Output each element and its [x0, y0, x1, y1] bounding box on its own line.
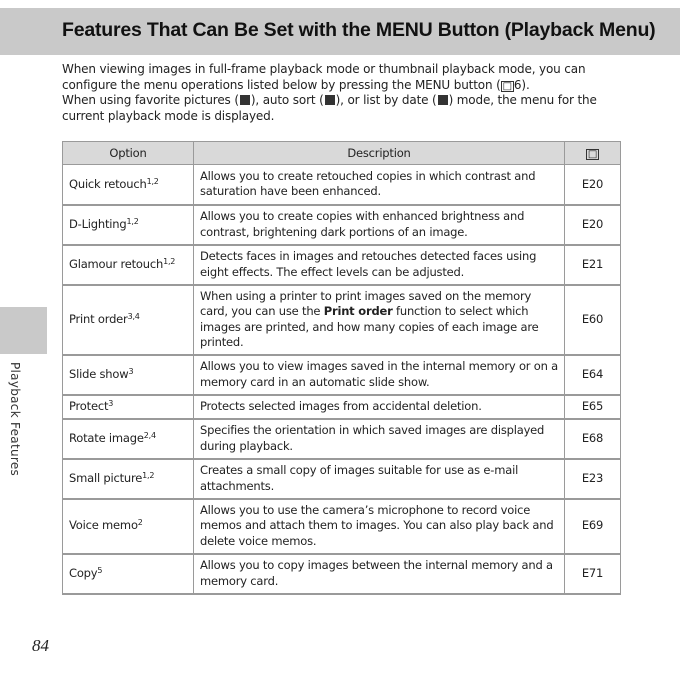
description-cell: Allows you to use the camera’s microphone to record voice memos and attach them to images. You can also play back and delete voice memos.	[194, 499, 565, 554]
intro-paragraph-1	[62, 62, 622, 93]
header-option: Option	[63, 142, 194, 165]
option-footnote: 1,2	[146, 176, 159, 186]
intro-line1-end: ).	[521, 77, 530, 92]
option-footnote: 1,2	[163, 256, 176, 266]
description-cell: Detects faces in images and retouches detected faces using eight effects. The effect levels can be adjusted.	[194, 245, 565, 285]
option-cell	[63, 355, 194, 395]
intro-line2b: ), auto sort (	[250, 93, 324, 107]
table-row	[63, 554, 621, 594]
table-row	[63, 499, 621, 554]
table-row	[63, 245, 621, 285]
option-footnote: 3,4	[127, 311, 140, 321]
option-footnote: 1,2	[126, 216, 139, 226]
intro-line2c: ), or list by date (	[335, 93, 437, 107]
table-row	[63, 165, 621, 205]
reference-cell: E69	[565, 499, 621, 554]
list-by-date-icon	[438, 95, 448, 105]
book-icon: □	[502, 80, 512, 92]
description-post: function to select which images are printed, and how many copies of each image are printed.	[200, 304, 539, 349]
option-label: Copy	[69, 565, 98, 580]
reference-cell: E65	[565, 395, 621, 419]
option-label: Rotate image	[69, 430, 144, 445]
description-cell	[194, 285, 565, 355]
option-cell	[63, 499, 194, 554]
option-footnote: 3	[128, 366, 134, 376]
header-description: Description	[194, 142, 565, 165]
reference-cell: E23	[565, 459, 621, 499]
description-bold: Print order	[323, 304, 393, 318]
option-label: Protect	[69, 398, 109, 413]
option-label: Small picture	[69, 470, 143, 485]
intro-text	[62, 62, 622, 124]
option-label: Print order	[69, 311, 128, 326]
description-cell: Allows you to view images saved in the internal memory or on a memory card in an automatic slide show.	[194, 355, 565, 395]
table-row	[63, 355, 621, 395]
option-footnote: 1,2	[142, 470, 155, 480]
section-tab	[0, 307, 47, 354]
option-cell	[63, 205, 194, 245]
reference-cell: E64	[565, 355, 621, 395]
table-row	[63, 459, 621, 499]
option-label: Slide show	[69, 366, 129, 381]
reference-cell: E60	[565, 285, 621, 355]
reference-cell: E21	[565, 245, 621, 285]
option-cell	[63, 165, 194, 205]
reference-cell: E20	[565, 205, 621, 245]
option-cell	[63, 245, 194, 285]
description-cell: Protects selected images from accidental deletion.	[194, 395, 565, 419]
description-pre: When using a printer to print images saved on the memory card, you can use the	[200, 288, 532, 318]
reference-cell: E20	[565, 165, 621, 205]
option-cell	[63, 419, 194, 459]
option-footnote: 3	[108, 398, 114, 408]
option-footnote: 2	[137, 518, 143, 528]
option-cell	[63, 285, 194, 355]
description-cell: Specifies the orientation in which saved images are displayed during playback.	[194, 419, 565, 459]
option-cell	[63, 395, 194, 419]
section-label: Playback Features	[8, 362, 22, 477]
intro-paragraph-2	[62, 93, 622, 124]
table-row	[63, 419, 621, 459]
page-title: Features That Can Be Set with the MENU Button (Playback Menu)	[62, 19, 656, 41]
table-header-row	[63, 142, 621, 165]
title-bar	[0, 8, 680, 55]
description-cell: Creates a small copy of images suitable for use as e-mail attachments.	[194, 459, 565, 499]
options-table	[62, 141, 621, 595]
option-label: Voice memo	[69, 518, 138, 533]
reference-cell: E68	[565, 419, 621, 459]
book-icon: □	[587, 149, 598, 160]
intro-line1-ref: 6	[513, 77, 522, 92]
option-footnote: 5	[97, 565, 103, 575]
header-ref	[565, 142, 621, 165]
option-label: Quick retouch	[69, 176, 147, 191]
description-cell: Allows you to create retouched copies in which contrast and saturation have been enhanced.	[194, 165, 565, 205]
auto-sort-icon	[325, 95, 335, 105]
page-number: 84	[32, 636, 49, 655]
table-row	[63, 205, 621, 245]
option-cell	[63, 554, 194, 594]
description-cell: Allows you to create copies with enhanced brightness and contrast, brightening dark portions of an image.	[194, 205, 565, 245]
intro-line2a: When using favorite pictures (	[62, 93, 239, 107]
reference-cell: E71	[565, 554, 621, 594]
favorite-pictures-icon	[240, 95, 250, 105]
option-cell	[63, 459, 194, 499]
intro-line2d: ) mode, the menu for the current playback mode is displayed.	[62, 93, 597, 123]
description-cell: Allows you to copy images between the internal memory and a memory card.	[194, 554, 565, 594]
option-label: Glamour retouch	[69, 256, 164, 271]
table-row	[63, 285, 621, 355]
table-row	[63, 395, 621, 419]
option-label: D-Lighting	[69, 216, 127, 231]
intro-line1: When viewing images in full-frame playback mode or thumbnail playback mode, you can configure the menu operations listed below by pressing the MENU button (	[62, 62, 586, 92]
option-footnote: 2,4	[143, 430, 156, 440]
